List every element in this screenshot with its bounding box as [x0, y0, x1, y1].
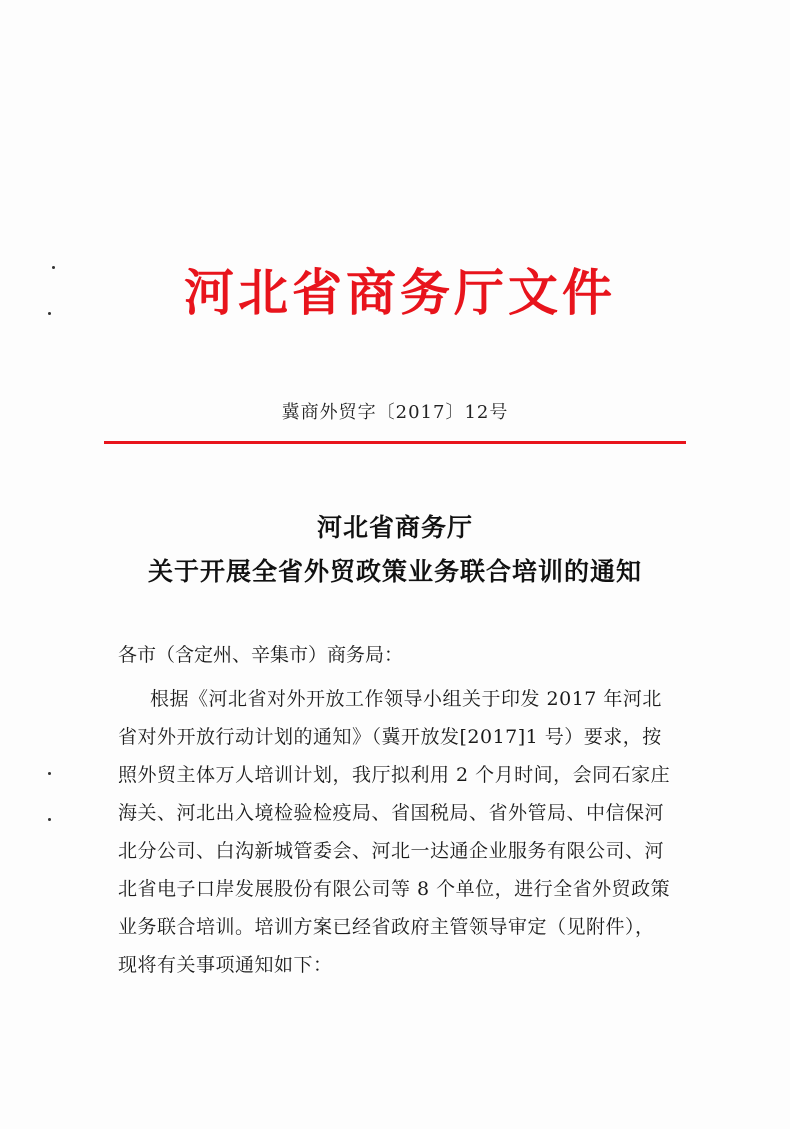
body-line: 业务联合培训。培训方案已经省政府主管领导审定（见附件），: [118, 916, 655, 938]
document-number: 冀商外贸字〔2017〕12号: [281, 402, 509, 423]
red-divider: [104, 441, 686, 444]
notice-title-line2: 关于开展全省外贸政策业务联合培训的通知: [147, 557, 642, 586]
notice-title-line1: 河北省商务厅: [316, 513, 473, 542]
scan-mark: [48, 818, 51, 821]
body-line: 北省电子口岸发展股份有限公司等 8 个单位，进行全省外贸政策: [118, 878, 671, 900]
body-line: 海关、河北出入境检验检疫局、省国税局、省外管局、中信保河: [118, 802, 665, 824]
scan-mark: [48, 772, 51, 775]
salutation: 各市（含定州、辛集市）商务局：: [118, 644, 404, 666]
scan-mark: [48, 312, 51, 315]
body-line: 北分公司、白沟新城管委会、河北一达通企业服务有限公司、河: [118, 840, 665, 862]
issuer-title: 河北省商务厅文件: [184, 264, 616, 322]
scan-mark: [52, 266, 55, 269]
body-line: 现将有关事项通知如下：: [118, 954, 333, 976]
body-line: 根据《河北省对外开放工作领导小组关于印发 2017 年河北: [150, 688, 662, 710]
body-line: 省对外开放行动计划的通知》（冀开放发[2017]1 号）要求，按: [118, 726, 662, 748]
body-line: 照外贸主体万人培训计划，我厅拟利用 2 个月时间，会同石家庄: [118, 764, 671, 786]
